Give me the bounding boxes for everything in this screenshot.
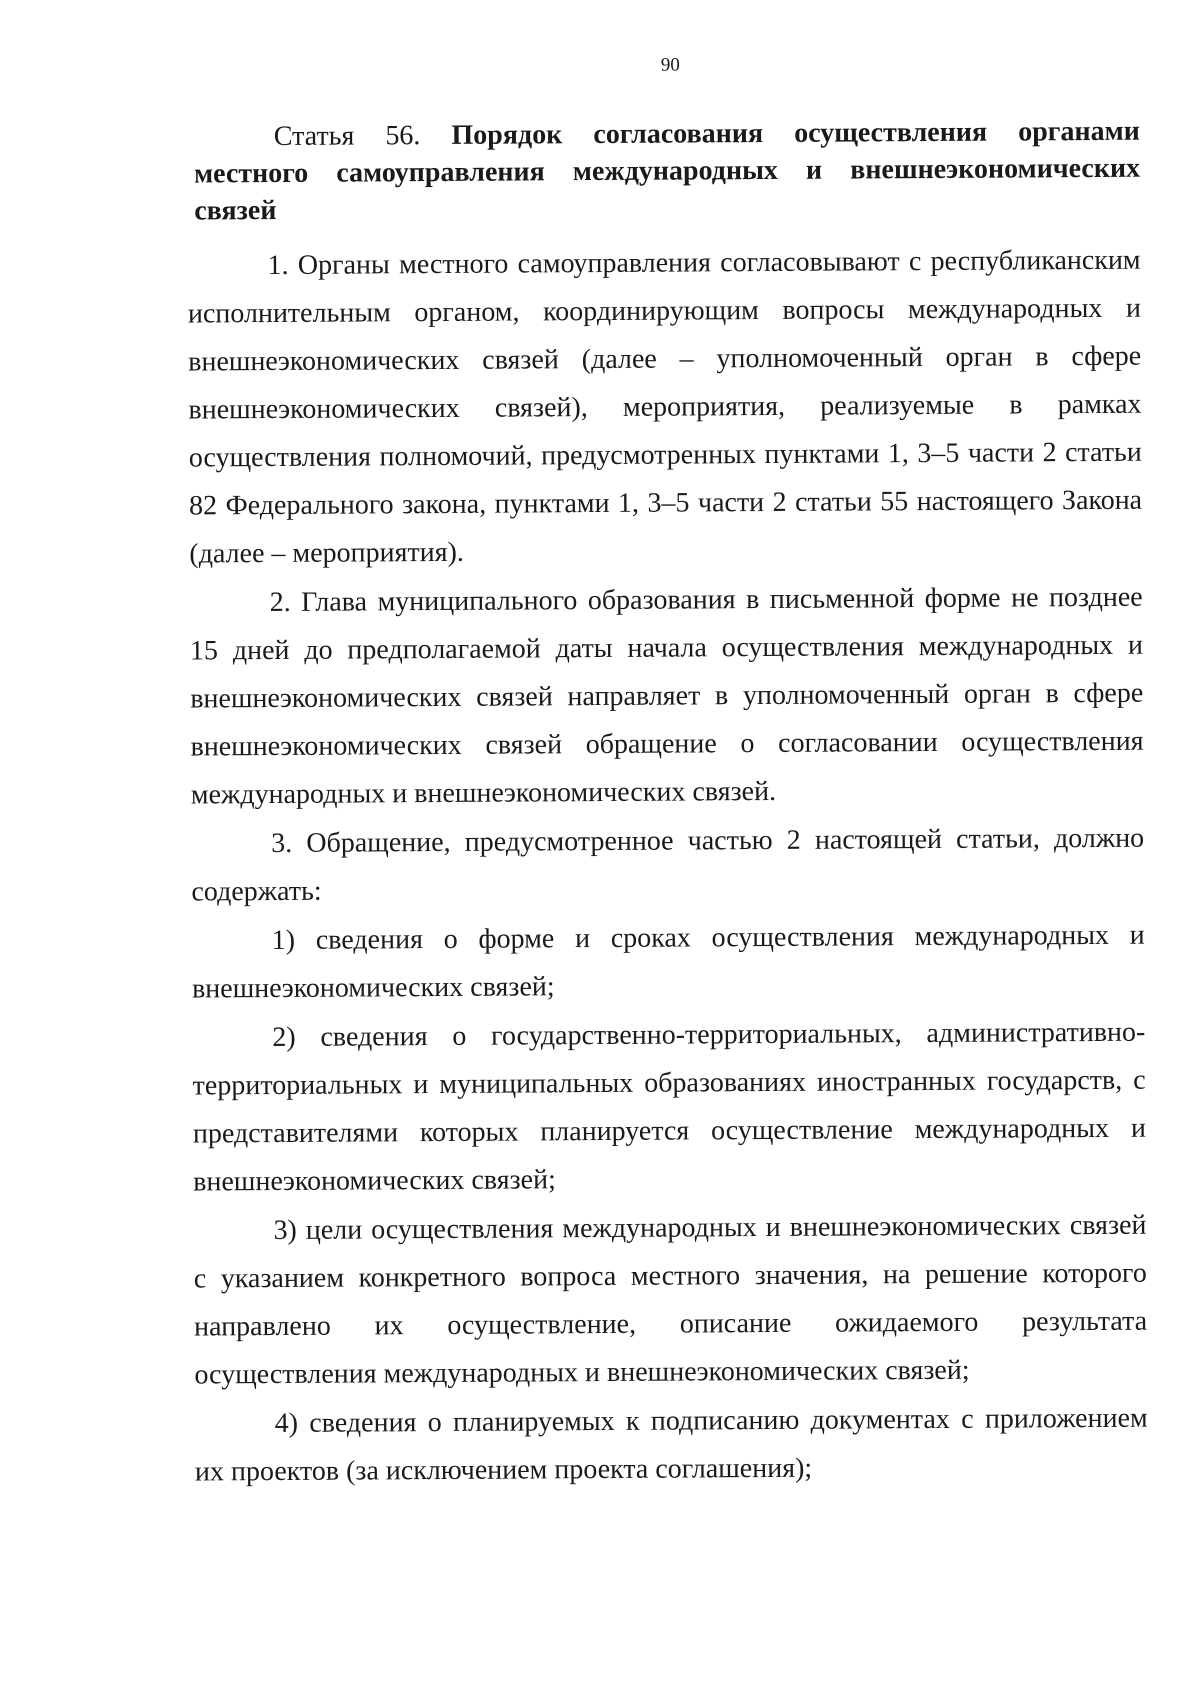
article-heading-text (194, 113, 1141, 230)
list-item-2: 2) сведения о государственно-территориальных, административно-территориальных и муниципальных образованиях иностранных государств, с представителями которых планируется осуществление международных и внешнеэкономических связей; (192, 1016, 1146, 1198)
article-heading (194, 113, 1141, 230)
article-body (187, 237, 1148, 1497)
list-item-3: 3) цели осуществления международных и внешнеэкономических связей с указанием конкретного вопроса местного значения, на решение которого направлено их осуществление, описание ожидаемого результата осуществления международных и внешнеэкономических связей; (193, 1209, 1148, 1391)
list-item-4: 4) сведения о планируемых к подписанию документах с приложением их проектов (за исключением проекта соглашения); (194, 1402, 1148, 1488)
article-title: Порядок согласования осуществления органами местного самоуправления международных и внешнеэкономических связей (193, 115, 1141, 227)
paragraph-1: 1. Органы местного самоуправления согласовывают с республиканским исполнительным органом, координирующим вопросы международных и внешнеэкономических связей (далее – уполномоченный орган в сфере внешнеэкономических связей), мероприятия, реализуемые в рамках осуществления полномочий, предусмотренных пунктами 1, 3–5 части 2 статьи 82 Федерального закона, пунктами 1, 3–5 части 2 статьи 55 настоящего Закона (далее – мероприятия). (187, 244, 1143, 570)
article-number: Статья 56. (273, 120, 421, 152)
paragraph-3: 3. Обращение, предусмотренное частью 2 настоящей статьи, должно содержать: (191, 822, 1145, 908)
page-number: 90 (660, 54, 680, 76)
paragraph-2: 2. Глава муниципального образования в письменной форме не позднее 15 дней до предполагаемой даты начала осуществления международных и внешнеэкономических связей направляет в уполномоченный орган в сфере внешнеэкономических связей обращение о согласовании осуществления международных и внешнеэкономических связей. (189, 581, 1144, 811)
list-item-1: 1) сведения о форме и сроках осуществления международных и внешнеэкономических связей; (191, 919, 1145, 1005)
